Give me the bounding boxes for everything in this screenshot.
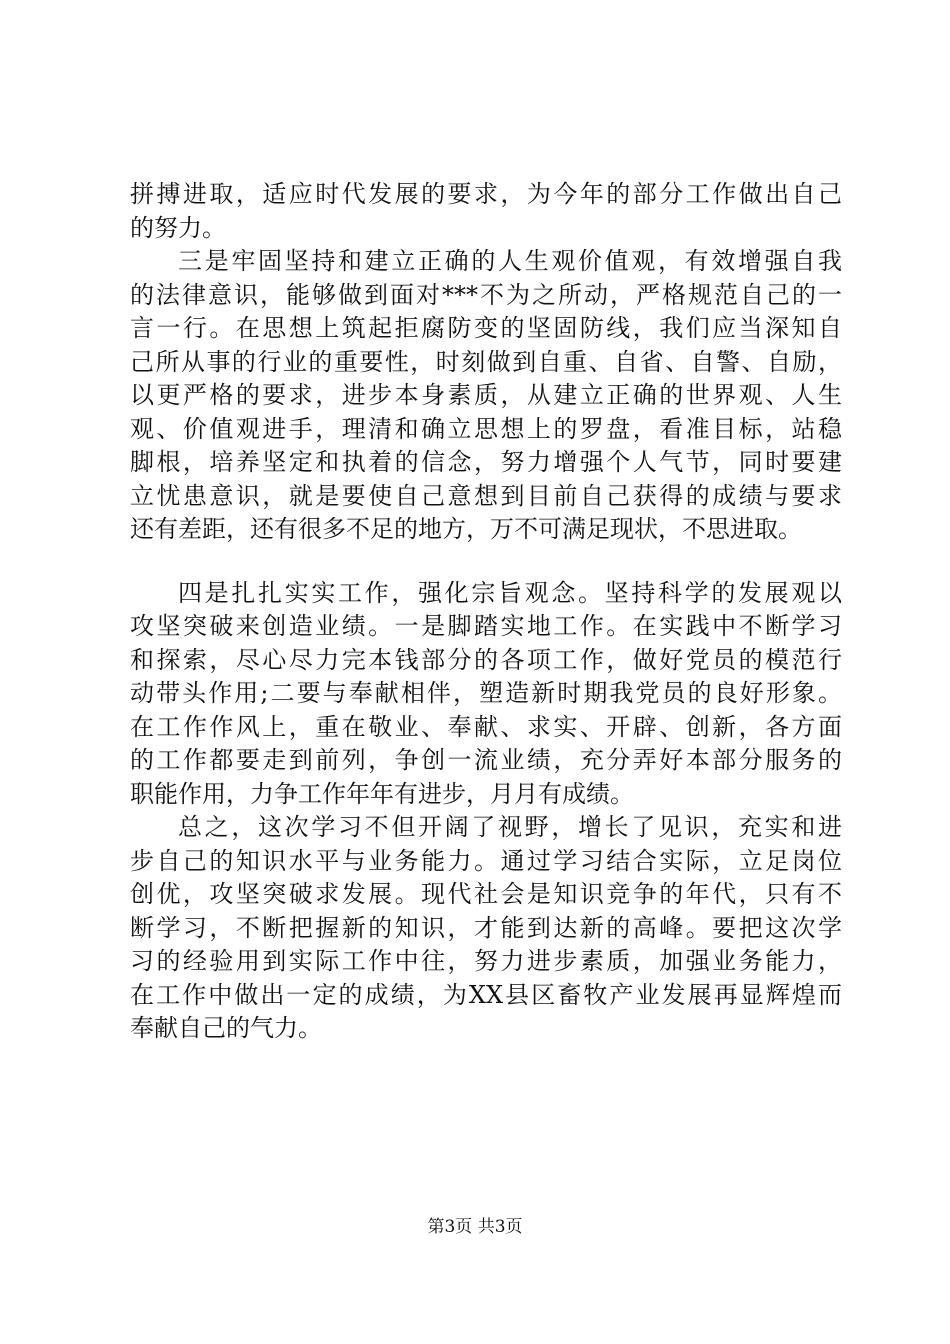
text-line: 还有差距，还有很多不足的地方，万不可满足现状，不思进取。 [130, 515, 802, 543]
text-line: 在工作中做出一定的成绩，为XX县区畜牧产业发展再显辉煌而 [130, 980, 842, 1009]
text-line: 言一行。在思想上筑起拒腐防变的坚固防线，我们应当深知自 [130, 314, 842, 342]
text-line: 三是牢固坚持和建立正确的人生观价值观，有效增强自我 [178, 247, 842, 275]
text-line: 步自己的知识水平与业务能力。通过学习结合实际，立足岗位 [130, 846, 842, 875]
text-line: 立忧患意识，就是要使自己意想到目前自己获得的成绩与要求 [130, 481, 842, 510]
text-line: 断学习，不断把握新的知识，才能到达新的高峰。要把这次学 [130, 913, 842, 942]
paragraph-p0 [130, 178, 842, 245]
text-line: 动带头作用;二要与奉献相伴，塑造新时期我党员的良好形象。 [130, 679, 842, 707]
paragraph-spacer [130, 547, 842, 577]
text-line: 拼搏进取，适应时代发展的要求，为今年的部分工作做出自己 [130, 180, 842, 208]
text-line: 的努力。 [130, 213, 226, 242]
paragraph-p2 [130, 577, 842, 812]
text-line: 总之，这次学习不但开阔了视野，增长了见识，充实和进 [178, 813, 842, 841]
document-body [130, 178, 842, 1046]
text-line: 的法律意识，能够做到面对***不为之所动，严格规范自己的一 [130, 280, 842, 309]
text-line: 奉献自己的气力。 [130, 1014, 322, 1042]
page-footer: 第3页 共3页 [427, 1217, 523, 1237]
text-line: 脚根，培养坚定和执着的信念，努力增强个人气节，同时要建 [130, 448, 842, 476]
text-line: 己所从事的行业的重要性，时刻做到自重、自省、自警、自励， [130, 347, 842, 376]
text-line: 的工作都要走到前列，争创一流业绩，充分弄好本部分服务的 [130, 746, 842, 774]
text-line: 创优，攻坚突破求发展。现代社会是知识竞争的年代，只有不 [130, 880, 842, 908]
text-line: 观、价值观进手，理清和确立思想上的罗盘，看准目标，站稳 [130, 414, 842, 443]
text-line: 职能作用，力争工作年年有进步，月月有成绩。 [130, 779, 634, 808]
paragraph-p1 [130, 245, 842, 547]
text-line: 在工作作风上，重在敬业、奉献、求实、开辟、创新，各方面 [130, 712, 842, 741]
text-line: 以更严格的要求，进步本身素质，从建立正确的世界观、人生 [130, 381, 842, 409]
text-line: 攻坚突破来创造业绩。一是脚踏实地工作。在实践中不断学习 [130, 612, 842, 640]
text-line: 和探索，尽心尽力完本钱部分的各项工作，做好党员的模范行 [130, 645, 842, 674]
paragraph-p3 [130, 811, 842, 1046]
text-line: 四是扎扎实实工作，强化宗旨观念。坚持科学的发展观以 [178, 578, 842, 607]
text-line: 习的经验用到实际工作中往，努力进步素质，加强业务能力， [130, 947, 842, 975]
